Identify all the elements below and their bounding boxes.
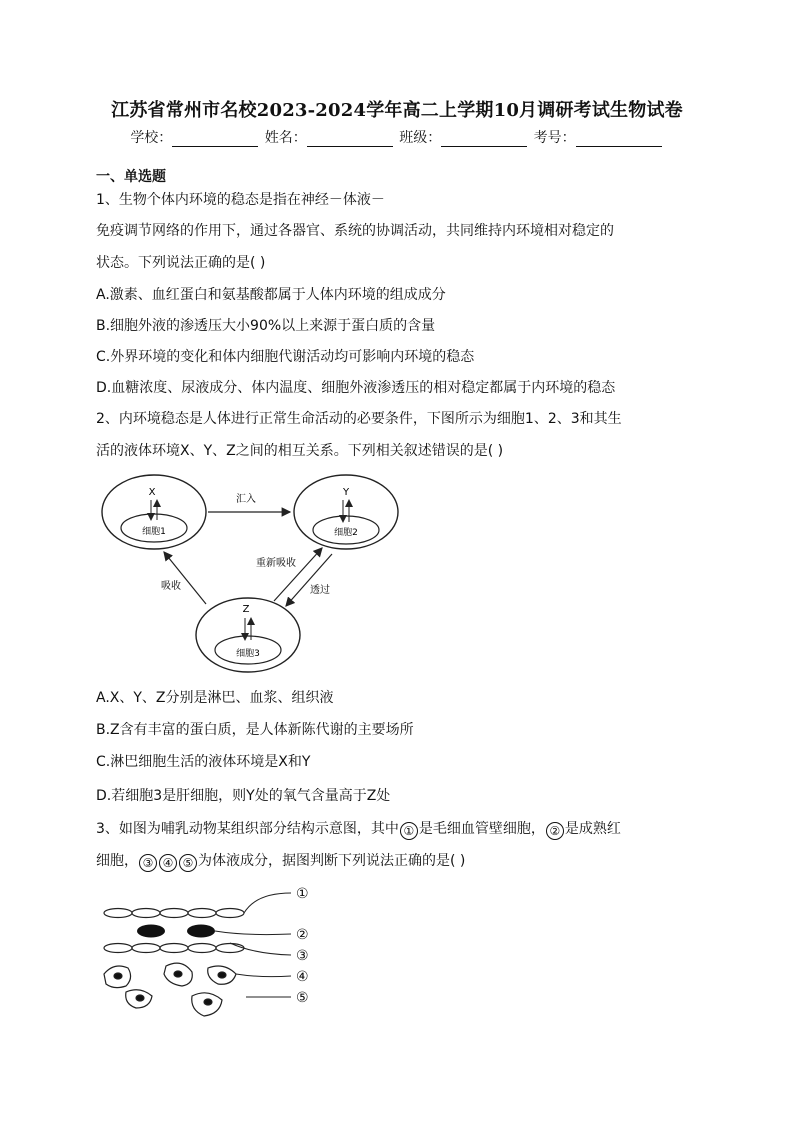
label-mark-1: ① bbox=[296, 886, 309, 902]
q2-option-b: B.Z含有丰富的蛋白质，是人体新陈代谢的主要场所 bbox=[96, 722, 414, 738]
name-label: 姓名： bbox=[264, 130, 307, 146]
circled-mark-5: ⑤ bbox=[179, 854, 197, 872]
y-label: Y bbox=[342, 487, 350, 498]
cell2-compartment bbox=[294, 475, 398, 549]
label-mark-3: ③ bbox=[296, 948, 309, 964]
q1-stem-line2: 免疫调节网络的作用下，通过各器官、系统的协调活动，共同维持内环境相对稳定的 bbox=[96, 223, 614, 239]
leader-line-4 bbox=[236, 974, 291, 977]
arrow-touguo-label: 透过 bbox=[310, 585, 330, 596]
q3-line1-b: 是毛细血管壁细胞， bbox=[418, 821, 545, 837]
q3-line2-a: 细胞， bbox=[96, 853, 138, 869]
circled-mark-1: ① bbox=[400, 822, 418, 840]
label-mark-5: ⑤ bbox=[296, 990, 309, 1006]
circled-mark-4: ④ bbox=[159, 854, 177, 872]
label-mark-2: ② bbox=[296, 927, 309, 943]
q3-line2-b: 为体液成分，据图判断下列说法正确的是( ) bbox=[198, 853, 466, 869]
arrow-huiru-label: 汇入 bbox=[236, 494, 256, 505]
q1-option-d: D.血糖浓度、尿液成分、体内温度、细胞外液渗透压的相对稳定都属于内环境的稳态 bbox=[96, 380, 616, 396]
cell3-label: 细胞3 bbox=[236, 649, 260, 659]
name-blank bbox=[307, 132, 393, 147]
leader-line-2 bbox=[215, 931, 291, 935]
arrow-z-to-x bbox=[164, 552, 206, 604]
z-label: Z bbox=[242, 604, 250, 615]
x-label: X bbox=[148, 487, 156, 498]
q2-body-fluid-diagram bbox=[96, 468, 426, 678]
q3-stem-line2 bbox=[96, 850, 465, 872]
class-label: 班级： bbox=[399, 130, 442, 146]
school-blank bbox=[172, 132, 258, 147]
q3-tissue-diagram bbox=[96, 878, 336, 1018]
circled-mark-2: ② bbox=[546, 822, 564, 840]
q2-option-d: D.若细胞3是肝细胞，则Y处的氧气含量高于Z处 bbox=[96, 788, 391, 804]
capillary-wall-row-bottom bbox=[104, 944, 244, 953]
arrow-xishou-label: 吸收 bbox=[161, 581, 181, 592]
q1-stem-line1: 1、生物个体内环境的稳态是指在神经－体液－ bbox=[96, 192, 385, 208]
q1-option-a: A.激素、血红蛋白和氨基酸都属于人体内环境的组成成分 bbox=[96, 287, 446, 303]
label-mark-4: ④ bbox=[296, 969, 309, 985]
circled-mark-3: ③ bbox=[139, 854, 157, 872]
student-info-row bbox=[0, 127, 794, 147]
q2-stem-line1: 2、内环境稳态是人体进行正常生命活动的必要条件，下图所示为细胞1、2、3和其生 bbox=[96, 411, 622, 427]
q3-line1-c: 是成熟红 bbox=[564, 821, 621, 837]
exam-no-label: 考号： bbox=[533, 130, 576, 146]
cell3-compartment bbox=[196, 598, 300, 672]
q3-line1-a: 3、如图为哺乳动物某组织部分结构示意图，其中 bbox=[96, 821, 399, 837]
page-title: 江苏省常州市名校2023-2024学年高二上学期10月调研考试生物试卷 bbox=[111, 100, 683, 121]
school-label: 学校： bbox=[130, 130, 173, 146]
q2-stem-line2: 活的液体环境X、Y、Z之间的相互关系。下列相关叙述错误的是( ) bbox=[96, 443, 504, 459]
arrow-chongxin-label: 重新吸收 bbox=[256, 558, 296, 569]
red-blood-cell bbox=[187, 925, 215, 938]
cell1-label: 细胞1 bbox=[142, 527, 166, 537]
q1-option-b: B.细胞外液的渗透压大小90%以上来源于蛋白质的含量 bbox=[96, 318, 436, 334]
q2-option-c: C.淋巴细胞生活的液体环境是X和Y bbox=[96, 754, 311, 770]
red-blood-cell bbox=[137, 925, 165, 938]
q3-stem-line1 bbox=[96, 818, 621, 840]
exam-no-blank bbox=[576, 132, 662, 147]
tissue-cells bbox=[104, 963, 236, 1016]
section-title: 一、单选题 bbox=[96, 169, 166, 185]
capillary-wall-row-top bbox=[104, 909, 244, 918]
q1-option-c: C.外界环境的变化和体内细胞代谢活动均可影响内环境的稳态 bbox=[96, 349, 475, 365]
q1-stem-line3: 状态。下列说法正确的是( ) bbox=[96, 255, 266, 271]
class-blank bbox=[441, 132, 527, 147]
q2-option-a: A.X、Y、Z分别是淋巴、血浆、组织液 bbox=[96, 690, 334, 706]
cell2-label: 细胞2 bbox=[334, 528, 358, 538]
cell1-compartment bbox=[102, 475, 206, 549]
leader-line-1 bbox=[244, 893, 291, 913]
